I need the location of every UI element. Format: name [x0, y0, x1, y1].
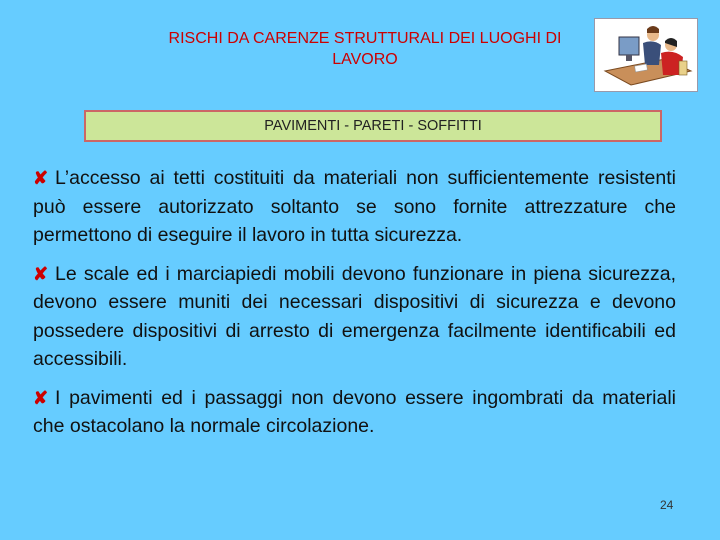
cross-mark-icon: ✘: [33, 387, 49, 408]
bullet-text: I pavimenti ed i passaggi non devono essere ingombrati da materiali che ostacolano la normale circolazione.: [33, 386, 676, 437]
subtitle-text: PAVIMENTI - PARETI - SOFFITTI: [264, 118, 482, 134]
bullet-item: [33, 164, 676, 250]
subtitle-banner: [84, 110, 662, 142]
cross-mark-icon: ✘: [33, 168, 49, 188]
slide-title: RISCHI DA CARENZE STRUTTURALI DEI LUOGHI DI LAVORO: [168, 30, 562, 68]
bullet-text: Le scale ed i marciapiedi mobili devono funzionare in piena sicurezza, devono essere muniti dei necessari dispositivi di sicurezza e devono possedere dispositivi di arresto di emergenza facilmente identificabili ed accessibili.: [33, 262, 676, 370]
bullet-item: [33, 384, 676, 441]
cross-mark-icon: ✘: [33, 263, 49, 284]
office-workers-clipart-icon: [594, 18, 698, 92]
page-number: 24: [660, 498, 674, 512]
bullet-text: L’accesso ai tetti costituiti da materiali non sufficientemente resistenti può essere autorizzato soltanto se sono fornite attrezzature che permettono di eseguire il lavoro in tutta sicurezza.: [33, 167, 676, 246]
bullet-list: [33, 164, 676, 451]
bullet-item: [33, 260, 676, 374]
